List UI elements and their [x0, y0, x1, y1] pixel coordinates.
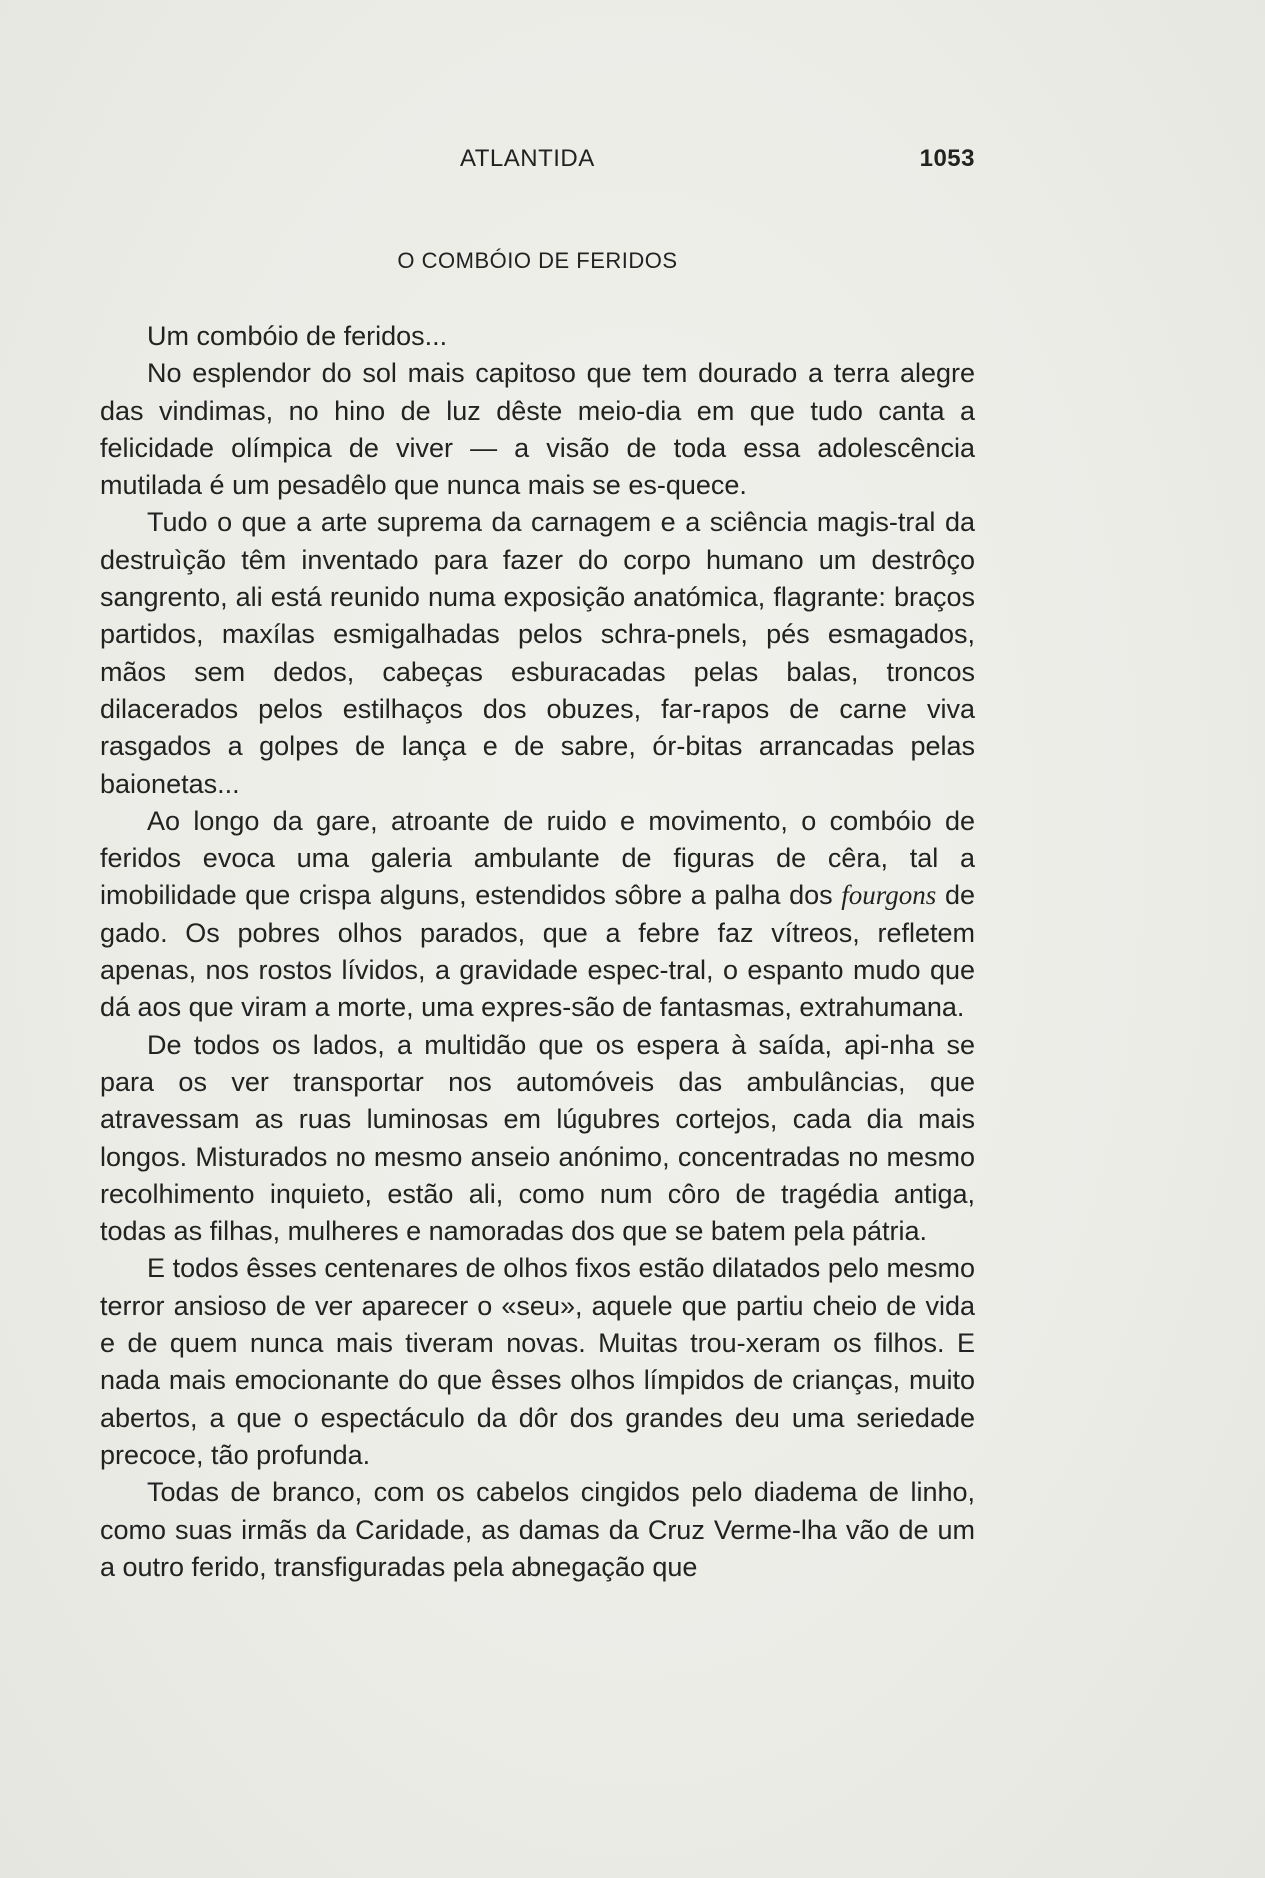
paragraph: No esplendor do sol mais capitoso que tem dourado a terra alegre das vindimas, no hino de luz dêste meio-dia em que tudo canta a felicidade olímpica de viver — a visão de toda essa adolescência mutilada é um pesadêlo que nunca mais se es-quece. — [100, 358, 975, 501]
paragraph: Um combóio de feridos... — [147, 321, 448, 351]
paragraph — [100, 803, 975, 1027]
article-title: O COMBÓIO DE FERIDOS — [397, 248, 678, 273]
page-number: 1053 — [919, 145, 975, 172]
article-body — [100, 318, 975, 1586]
paragraph-text: Ao longo da gare, atroante de ruido e movimento, o combóio de feridos evoca uma galeria ambulante de figuras de cêra, tal a imobilidade que crispa alguns, estendidos sôbre a palha dos — [100, 805, 975, 911]
running-title: ATLANTIDA — [460, 145, 595, 172]
paragraph: Todas de branco, com os cabelos cingidos pelo diadema de linho, como suas irmãs da Caridade, as damas da Cruz Verme-lha vão de um a outro ferido, transfiguradas pela abnegação que — [100, 1477, 975, 1582]
paragraph: E todos êsses centenares de olhos fixos estão dilatados pelo mesmo terror ansioso de ver aparecer o «seu», aquele que partiu cheio de vida e de quem nunca mais tiveram novas. Muitas trou-xeram os filhos. E nada mais emocionante do que êsses olhos límpidos de crianças, muito abertos, a que o espectáculo da dôr dos grandes deu uma seriedade precoce, tão profunda. — [100, 1253, 975, 1470]
running-head — [100, 145, 975, 175]
paragraph-text: de gado. Os pobres olhos parados, que a febre faz vítreos, refletem apenas, nos rostos lívidos, a gravidade espec-tral, o espanto mudo que dá aos que viram a morte, uma expres-são de fantasmas, extrahumana. — [100, 880, 975, 1023]
italic-word: fourgons — [841, 880, 937, 911]
paragraph: De todos os lados, a multidão que os espera à saída, api-nha se para os ver transportar nos automóveis das ambulâncias, que atravessam as ruas luminosas em lúgubres cortejos, cada dia mais longos. Misturados no mesmo anseio anónimo, concentradas no mesmo recolhimento inquieto, estão ali, como num côro de tragédia antiga, todas as filhas, mulheres e namoradas dos que se batem pela pátria. — [100, 1029, 975, 1247]
paragraph: Tudo o que a arte suprema da carnagem e a sciência magis-tral da destruìção têm inventado para fazer do corpo humano um destrôço sangrento, ali está reunido numa exposição anatómica, flagrante: braços partidos, maxílas esmigalhadas pelos schra-pnels, pés esmagados, mãos sem dedos, cabeças esburacadas pelas balas, troncos dilacerados pelos estilhaços dos obuzes, far-rapos de carne viva rasgados a golpes de lança e de sabre, ór-bitas arrancadas pelas baionetas... — [100, 507, 975, 799]
